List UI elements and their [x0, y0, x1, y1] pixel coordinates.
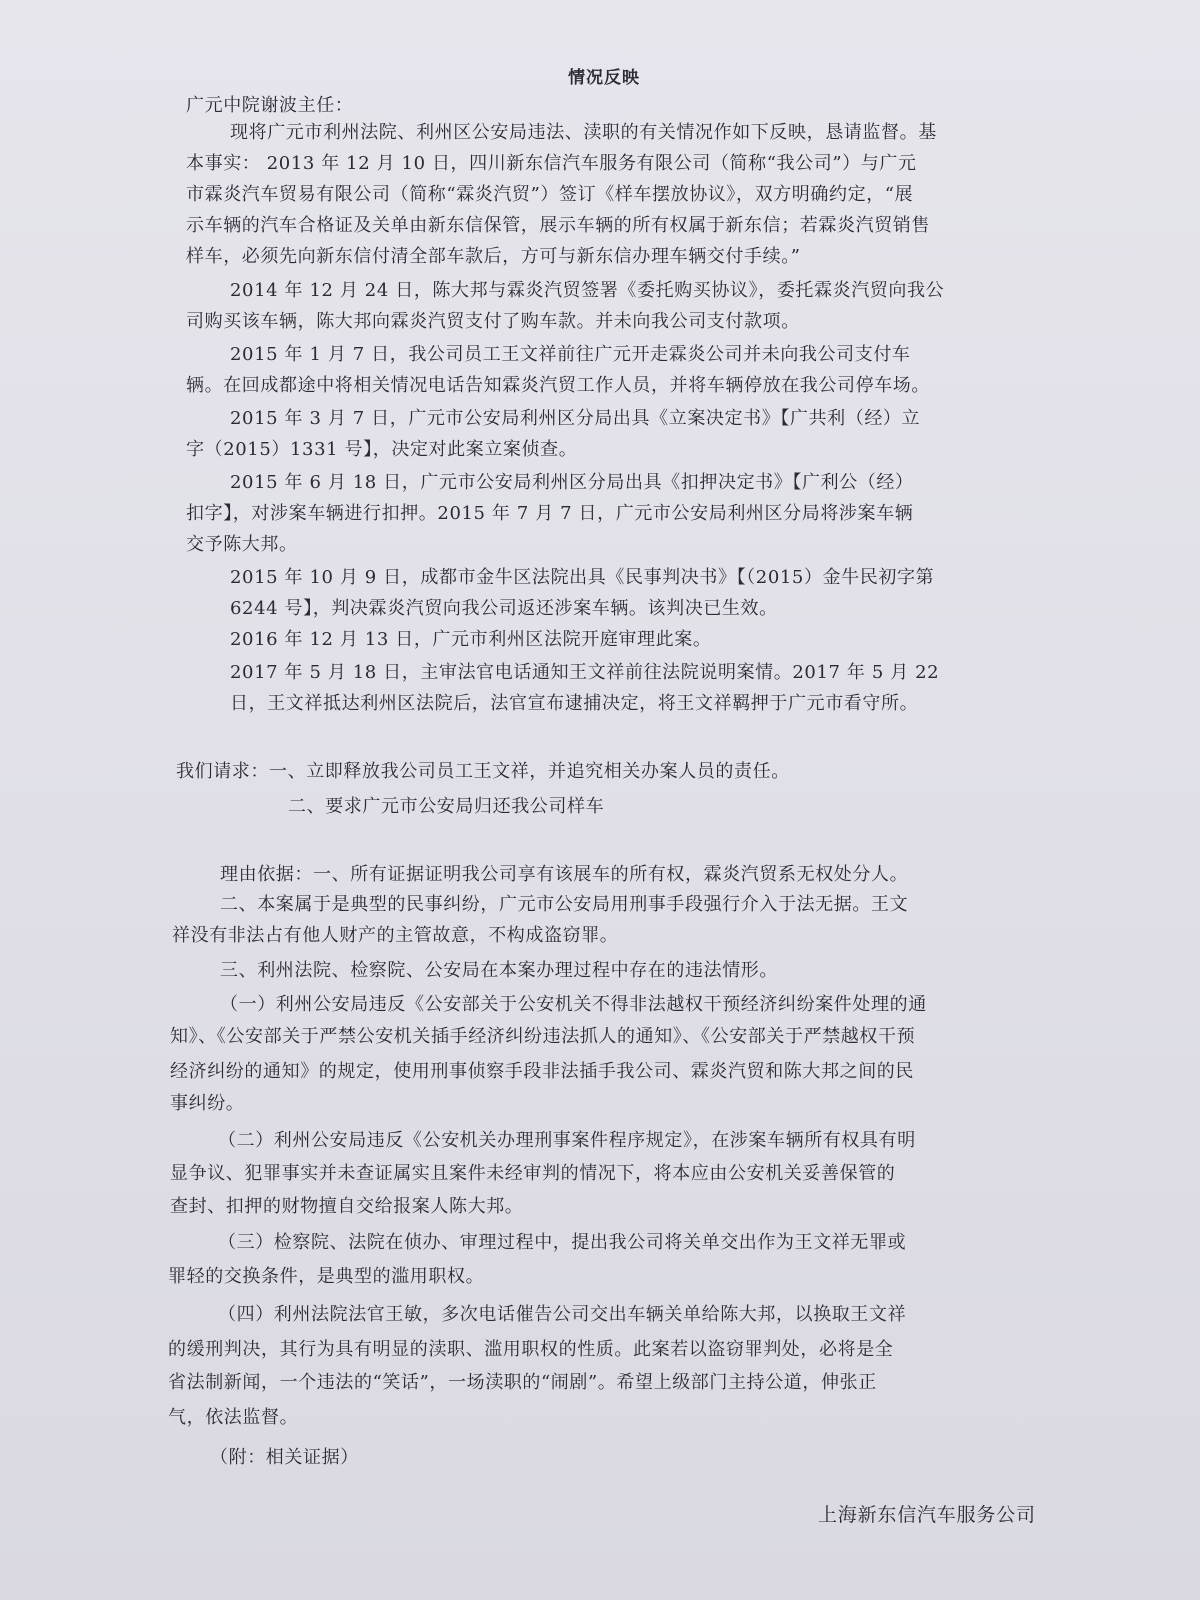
text-line: 字（2015）1331 号】，决定对此案立案侦查。	[186, 439, 578, 460]
text-line: 的缓刑判决，其行为具有明显的渎职、滥用职权的性质。此案若以盗窃罪判处，必将是全	[168, 1339, 894, 1360]
text-line: （三）检察院、法院在侦办、审理过程中，提出我公司将关单交出作为王文祥无罪或	[218, 1232, 907, 1253]
text-line: 本事实： 2013 年 12 月 10 日，四川新东信汽车服务有限公司（简称“我公司”）与广元	[186, 153, 917, 174]
text-line: 辆。在回成都途中将相关情况电话告知霖炎汽贸工作人员，并将车辆停放在我公司停车场。	[186, 375, 930, 396]
text-line: 2016 年 12 月 13 日，广元市利州区法院开庭审理此案。	[230, 629, 712, 650]
text-line: 事纠纷。	[170, 1093, 245, 1114]
text-line: 示车辆的汽车合格证及关单由新东信保管，展示车辆的所有权属于新东信；若霖炎汽贸销售	[186, 215, 930, 236]
text-line: 2015 年 1 月 7 日，我公司员工王文祥前往广元开走霖炎公司并未向我公司支付车	[230, 344, 911, 365]
text-line: 三、利州法院、检察院、公安局在本案办理过程中存在的违法情形。	[220, 960, 778, 981]
document-title: 情况反映	[568, 68, 640, 88]
text-line: 现将广元市利州法院、利州区公安局违法、渎职的有关情况作如下反映，恳请监督。基	[230, 122, 937, 143]
text-line: 显争议、犯罪事实并未查证属实且案件未经审判的情况下，将本应由公安机关妥善保管的	[170, 1163, 896, 1184]
text-line: 2015 年 6 月 18 日，广元市公安局利州区分局出具《扣押决定书》【广利公（经）	[230, 472, 914, 493]
text-line: 2015 年 3 月 7 日，广元市公安局利州区分局出具《立案决定书》【广共利（经）立	[230, 408, 921, 429]
text-line: 交予陈大邦。	[186, 534, 298, 555]
text-line: 气，依法监督。	[168, 1407, 299, 1428]
text-line: 查封、扣押的财物擅自交给报案人陈大邦。	[170, 1196, 524, 1217]
text-line: 日，王文祥抵达利州区法院后，法官宣布逮捕决定，将王文祥羁押于广元市看守所。	[230, 693, 919, 714]
text-line: 省法制新闻，一个违法的“笑话”，一场渎职的“闹剧”。希望上级部门主持公道，伸张正	[168, 1372, 877, 1393]
text-line: 知》、《公安部关于严禁公安机关插手经济纠纷违法抓人的通知》、《公安部关于严禁越权干预	[170, 1026, 916, 1047]
request-line: 我们请求：一、立即释放我公司员工王文祥，并追究相关办案人员的责任。	[176, 761, 790, 782]
signature: 上海新东信汽车服务公司	[818, 1504, 1036, 1526]
text-line: 6244 号】，判决霖炎汽贸向我公司返还涉案车辆。该判决已生效。	[230, 598, 778, 619]
text-line: 样车，必须先向新东信付清全部车款后，方可与新东信办理车辆交付手续。”	[186, 246, 801, 267]
text-line: 2014 年 12 月 24 日，陈大邦与霖炎汽贸签署《委托购买协议》，委托霖炎汽贸向我公	[230, 280, 945, 301]
text-line: 2017 年 5 月 18 日，主审法官电话通知王文祥前往法院说明案情。2017 年 5 月 22	[230, 662, 940, 683]
text-line: （二）利州公安局违反《公安机关办理刑事案件程序规定》，在涉案车辆所有权具有明	[218, 1130, 916, 1151]
text-line: 二、本案属于是典型的民事纠纷，广元市公安局用刑事手段强行介入于法无据。王文	[220, 894, 909, 915]
text-line: 罪轻的交换条件，是典型的滥用职权。	[168, 1266, 485, 1287]
text-line: （四）利州法院法官王敏，多次电话催告公司交出车辆关单给陈大邦，以换取王文祥	[218, 1304, 907, 1325]
request-line: 二、要求广元市公安局归还我公司样车	[288, 796, 605, 817]
text-line: 祥没有非法占有他人财产的主管故意，不构成盗窃罪。	[172, 925, 619, 946]
text-line: 市霖炎汽车贸易有限公司（简称“霖炎汽贸”）签订《样车摆放协议》，双方明确约定，“展	[186, 184, 914, 205]
attachment-note: （附：相关证据）	[210, 1447, 359, 1468]
salutation: 广元中院谢波主任：	[186, 95, 354, 116]
text-line: 理由依据：一、所有证据证明我公司享有该展车的所有权，霖炎汽贸系无权处分人。	[220, 864, 909, 885]
text-line: 扣字】，对涉案车辆进行扣押。2015 年 7 月 7 日，广元市公安局利州区分局将涉案车辆	[186, 503, 914, 524]
text-line: 2015 年 10 月 9 日，成都市金牛区法院出具《民事判决书》【（2015）金牛民初字第	[230, 567, 935, 588]
text-line: （一）利州公安局违反《公安部关于公安机关不得非法越权干预经济纠纷案件处理的通	[220, 994, 927, 1015]
text-line: 司购买该车辆，陈大邦向霖炎汽贸支付了购车款。并未向我公司支付款项。	[186, 311, 800, 332]
text-line: 经济纠纷的通知》的规定，使用刑事侦察手段非法插手我公司、霖炎汽贸和陈大邦之间的民	[170, 1061, 914, 1082]
